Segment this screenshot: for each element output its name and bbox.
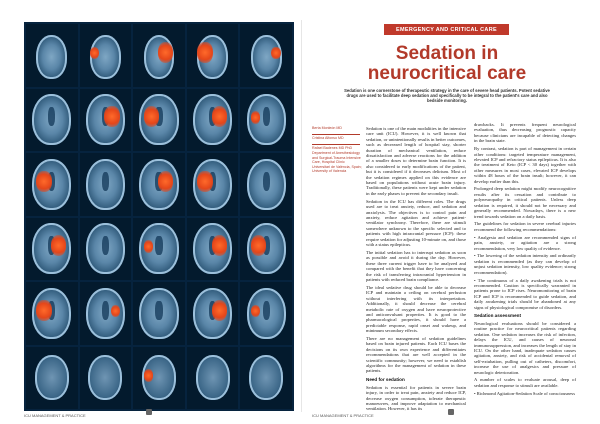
mri-slice: [80, 89, 132, 152]
article-page: [312, 20, 582, 412]
body-paragraph: The guidelines for sedation in severe cerebral injuries recommend the following recommendations:: [474, 221, 576, 232]
mri-slice: [240, 218, 292, 281]
mri-slice: [133, 153, 185, 216]
body-column-1: [366, 126, 466, 414]
bullet-item: • Richmond Agitation-Sedation Scale of consciousness: [474, 390, 575, 396]
mri-scan-grid: [24, 22, 294, 411]
mri-slice: [187, 282, 239, 345]
mri-slice: [26, 24, 78, 87]
body-paragraph: A number of scales to evaluate arousal, deep of sedation and response to stimuli are available.: [474, 377, 576, 388]
page-marker-left: [146, 409, 152, 415]
section-heading: Need for sedation: [366, 376, 405, 382]
mri-slice: [80, 218, 132, 281]
author-name: Berta Monleón MD: [312, 126, 342, 130]
mri-slice: [26, 153, 78, 216]
mri-slice: [133, 282, 185, 345]
bullet-item: • The continuous of a daily awakening trials is not recommended. Caution is specifically warranted in patients prone to ICP rises. Neuromonitoring of brain ICP and ICP is recommended to guide sedation, and daily awakening trials should be abandoned at any signs of physiological compromise of disorders.: [474, 277, 576, 310]
mri-slice: [133, 89, 185, 152]
bullet-item: • Analgesia and sedation are recommended signs of pain, anxiety, or agitation are a strong recommendation, very low quality of evidence.: [474, 234, 576, 251]
body-paragraph: Prolonged deep sedation might modify neurocognitive results after its cessation and contribute to polyneuropathy in critical patients. Unless deep sedation is required, it should not be necessary and generally recommended. Nowadays, there is a new trend towards sedation on a daily basis.: [474, 186, 576, 219]
body-paragraph: Sedation is one of the main modalities in the intensive care unit (ICU). However, it is well known that sedation, or unintentionally results in better outcomes, such as decreased length of hospital stay, shorter duration of mechanical ventilation, reduce dissatisfaction and adverse reactions for the addition of a smaller doses to determine brain function. It is also considered to early modifications of the patient, but it is considered if it decreases delirium. Most of the sedation regimes applied on this evidence are based on populations without acute brain injury. Traditionally, these patients were kept under sedation in the early phases to prevent the secondary insult.: [366, 126, 466, 196]
author-name: Cristina Alfonso MD: [312, 136, 344, 141]
mri-slice: [80, 24, 132, 87]
mri-slice: [133, 347, 185, 410]
mri-slice: [240, 282, 292, 345]
mri-slice: [133, 218, 185, 281]
bullet-item: • The lowering of the sedation intensity and ordinarily sedation is recommended (as they can develop of unjust sedation intensity, low quality evidence; strong recommendation).: [474, 253, 576, 275]
body-paragraph: Sedation in the ICU has different roles. The drugs used are to treat anxiety, reduce, and sedation and anxiolysis. The objectives is to control pain and anxiety, reduce agitation and achieve patient-ventilator synchrony. Therefore, there are stimuli somewhere unknown to the specific selected and to patients with high intracranial pressure (ICP): these require sedation for adjusting 10-minute on, and those with a status epilepticus.: [366, 198, 466, 248]
body-paragraph: drawbacks. It prevents frequent neurological evaluation, thus decreasing prognostic capacity because clinicians are incapable of detecting changes in the brain state.: [474, 122, 576, 144]
page-gutter: [301, 20, 302, 412]
mri-slice: [187, 218, 239, 281]
body-paragraph: The initial sedation has to interrupt sedation as soon as possible and avoid it during the day. However, these three current trigger have to be analyzed and compared with the benefit that they have concerning the risk of transferring intracranial hypertension in patients with reduced brain compliance.: [366, 249, 466, 282]
section-banner: EMERGENCY AND CRITICAL CARE: [384, 24, 509, 35]
mri-slice: [26, 218, 78, 281]
mri-slice: [133, 24, 185, 87]
mri-slice: [26, 282, 78, 345]
mri-slice: [80, 282, 132, 345]
mri-slice: [80, 153, 132, 216]
mri-slice: [187, 24, 239, 87]
mri-slice: [187, 153, 239, 216]
mri-slice: [26, 347, 78, 410]
mri-slice: [240, 347, 292, 410]
mri-slice: [240, 24, 292, 87]
mri-slice: [240, 153, 292, 216]
mri-slice: [26, 89, 78, 152]
author-box: [312, 126, 362, 177]
body-paragraph: By contrast, sedation is part of management in certain other conditions: targeted temperature management, elevated ICP and refractory status epilepticus. It is also the treatment of Keto (ICP < 30 days) together with other measures in most cases, elevated ICP develops within 48 hours of the brain insult; however, it can develop earlier than this.: [474, 146, 576, 184]
mri-slice: [187, 347, 239, 410]
body-column-2: [474, 122, 576, 399]
body-paragraph: The ideal sedative drug should be able to decrease ICP and maintain a ceiling on cerebral perfusion without interfering with its interpretation. Additionally, it should decrease the cerebral metabolic rate of oxygen and have neuroprotective and anticonvulsant properties. It is good to the pharmacological properties, it should have a predictable response, rapid onset and wakeup, and minimum secondary effects.: [366, 284, 466, 334]
mri-slice: [187, 89, 239, 152]
footer-right: ICU MANAGEMENT & PRACTICE: [312, 413, 374, 418]
body-paragraph: There are no management of sedation guidelines based on brain injured patients. Each ICU bases the decisions on its own experience and differentiates recommendations that are well accepted in the scientific community; however, we need to establish algorithms for the management of sedation in these patients.: [366, 336, 466, 374]
footer-left: ICU MANAGEMENT & PRACTICE: [24, 413, 86, 418]
article-title: Sedation in neurocritical care: [367, 43, 527, 84]
section-heading: Sedation assessment: [474, 313, 521, 318]
author-name: Rafael Badenes MD PhD Department of Anesthesiology and Surgical-Trauma Intensive Care, Hospital Clínic Universitari de València, Spain; University of Valencia: [312, 146, 362, 174]
body-paragraph: Sedation is essential for patients in severe brain injury, in order to treat pain, anxiety and reduce ICP, decrease oxygen consumption, tolerate therapeutic manoeuvres, and improve adaptation to mechanical ventilation. However, it has its: [366, 384, 466, 412]
body-paragraph: Neurological evaluations should be considered a routine practice for neurocritical patients regarding sedation. One sedation increases the risk of infection, delays the ICU, and causes of neuronal immunosuppression, and increases the length of stay in ICU. On the other hand, inadequate sedation causes agitation, anxiety, and risk of accidental removal of self-extubation, pulling out of catheters, discomfort, increase the use of analgesics and pressure of neurologic deterioration.: [474, 320, 576, 375]
page-marker-right: [448, 409, 454, 415]
mri-slice: [80, 347, 132, 410]
article-standfirst: Sedation is one cornerstone of therapeutic strategy in the care of severe head patients. Potent sedative drugs are used to facilitate deep sedation and specifically to be integral to the patient's care and also bedside monitoring.: [344, 88, 550, 104]
mri-slice: [240, 89, 292, 152]
